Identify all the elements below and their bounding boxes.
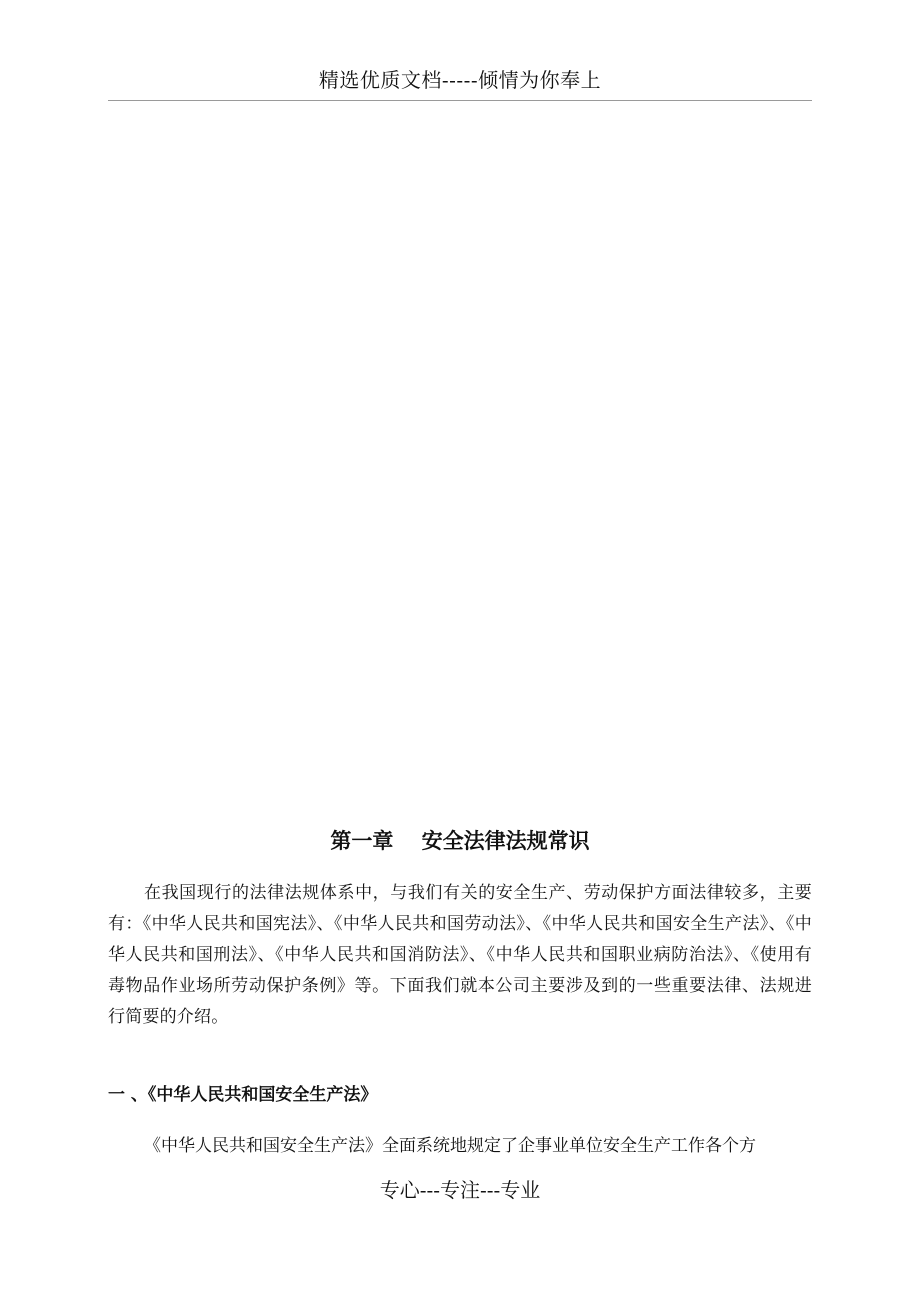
header-divider (108, 100, 812, 101)
page-header: 精选优质文档-----倾情为你奉上 (318, 68, 602, 92)
chapter-title: 第一章 安全法律法规常识 (330, 828, 590, 853)
page-footer: 专心---专注---专业 (379, 1178, 541, 1202)
section-heading: 一 、《中华人民共和国安全生产法》 (108, 1085, 378, 1105)
section-paragraph: 《中华人民共和国安全生产法》全面系统地规定了企事业单位安全生产工作各个方 (144, 1136, 756, 1156)
intro-paragraph: 在我国现行的法律法规体系中，与我们有关的安全生产、劳动保护方面法律较多，主要有：《中华人民共和国宪法》、《中华人民共和国劳动法》、《中华人民共和国安全生产法》、《中华人民共和国刑法》、《中华人民共和国消防法》、《中华人民共和国职业病防治法》、《使用有毒物品作业场所劳动保护条例》等。下面我们就本公司主要涉及到的一些重要法律、法规进行简要的介绍。 (108, 883, 812, 1027)
